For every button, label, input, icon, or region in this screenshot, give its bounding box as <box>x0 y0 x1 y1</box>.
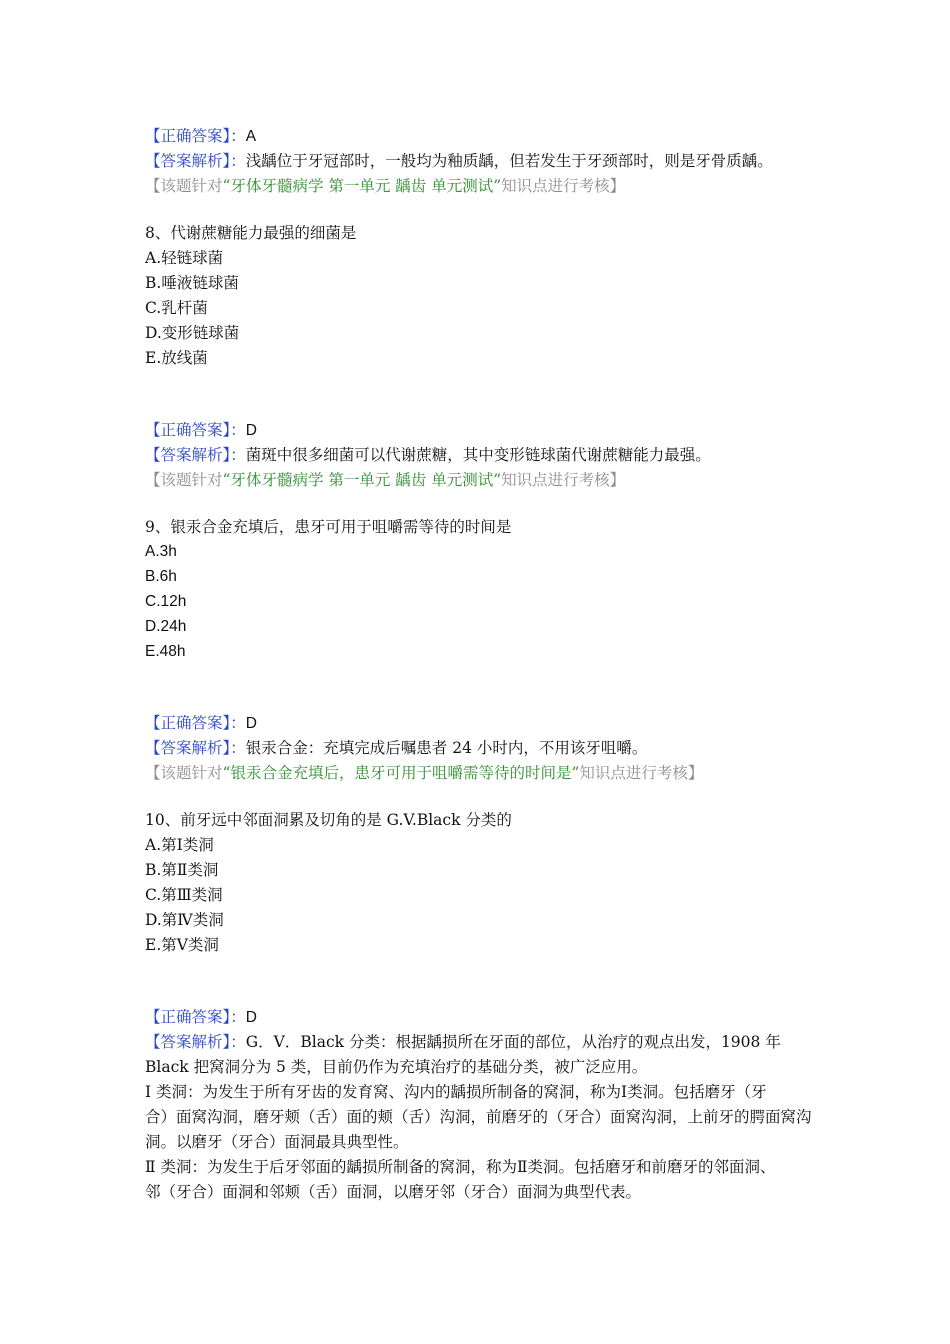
question-9: 9、银汞合金充填后，患牙可用于咀嚼需等待的时间是 <box>145 518 512 536</box>
note-close: 知识点进行考核】 <box>501 471 626 489</box>
colon: ： <box>230 739 246 757</box>
topic-note <box>145 469 625 491</box>
analysis-continued: 洞。以磨牙（牙合）面洞最具典型性。 <box>145 1133 409 1151</box>
note-close: 知识点进行考核】 <box>501 177 626 195</box>
answer-value: D <box>245 1009 257 1026</box>
option-a: A.轻链球菌 <box>145 249 224 267</box>
analysis-label: 【答案解析】 <box>145 739 231 757</box>
option-b: B.唾液链球菌 <box>145 274 239 292</box>
question-10: 10、前牙远中邻面洞累及切角的是 G.V.Black 分类的 <box>145 811 512 829</box>
answer-label: 【正确答案】 <box>145 714 231 732</box>
analysis-line <box>145 444 711 466</box>
analysis-line <box>145 737 647 759</box>
colon: ： <box>230 127 246 145</box>
answer-value: D <box>245 422 257 439</box>
answer-line <box>145 712 257 735</box>
analysis-text: G．V．Black 分类：根据龋损所在牙面的部位，从治疗的观点出发，1908 年 <box>245 1033 781 1051</box>
analysis-continued: Ⅰ 类洞：为发生于所有牙齿的发育窝、沟内的龋损所制备的窝洞，称为Ⅰ类洞。包括磨牙（牙 <box>145 1083 767 1101</box>
answer-value: D <box>245 715 257 732</box>
colon: ： <box>230 446 246 464</box>
analysis-text: 银汞合金：充填完成后嘱患者 24 小时内，不用该牙咀嚼。 <box>245 739 648 757</box>
analysis-label: 【答案解析】 <box>145 446 231 464</box>
option-a: A.3h <box>145 543 177 560</box>
analysis-label: 【答案解析】 <box>145 152 231 170</box>
analysis-line <box>145 150 773 172</box>
option-a: A.第Ⅰ类洞 <box>145 836 214 854</box>
option-b: B.6h <box>145 568 177 585</box>
option-c: C.第Ⅲ类洞 <box>145 886 223 904</box>
colon: ： <box>230 152 246 170</box>
option-e: E.第Ⅴ类洞 <box>145 936 219 954</box>
answer-label: 【正确答案】 <box>145 127 231 145</box>
answer-value: A <box>245 128 257 145</box>
analysis-line <box>145 1031 781 1053</box>
option-c: C.12h <box>145 593 187 610</box>
analysis-continued: 合）面窝沟洞，磨牙颊（舌）面的颊（舌）沟洞，前磨牙的（牙合）面窝沟洞，上前牙的腭面窝沟 <box>145 1108 812 1126</box>
colon: ： <box>230 714 246 732</box>
note-open: 【该题针对 <box>145 764 223 782</box>
analysis-text: 浅龋位于牙冠部时，一般均为釉质龋，但若发生于牙颈部时，则是牙骨质龋。 <box>245 152 773 170</box>
option-c: C.乳杆菌 <box>145 299 208 317</box>
topic-note <box>145 175 625 197</box>
topic-note <box>145 762 703 784</box>
note-close: 知识点进行考核】 <box>579 764 704 782</box>
answer-line <box>145 125 256 148</box>
colon: ： <box>230 421 246 439</box>
option-e: E.48h <box>145 643 186 660</box>
topic-text: “牙体牙髓病学 第一单元 龋齿 单元测试” <box>222 177 502 195</box>
analysis-continued: Black 把窝洞分为 5 类，目前仍作为充填治疗的基础分类，被广泛应用。 <box>145 1058 648 1076</box>
analysis-continued: Ⅱ 类洞：为发生于后牙邻面的龋损所制备的窝洞，称为Ⅱ类洞。包括磨牙和前磨牙的邻面洞、 <box>145 1158 776 1176</box>
answer-line <box>145 1006 257 1029</box>
option-d: D.24h <box>145 618 187 635</box>
answer-label: 【正确答案】 <box>145 421 231 439</box>
topic-text: “银汞合金充填后，患牙可用于咀嚼需等待的时间是” <box>222 764 580 782</box>
note-open: 【该题针对 <box>145 177 223 195</box>
analysis-text: 菌斑中很多细菌可以代谢蔗糖，其中变形链球菌代谢蔗糖能力最强。 <box>245 446 711 464</box>
colon: ： <box>230 1033 246 1051</box>
answer-label: 【正确答案】 <box>145 1008 231 1026</box>
note-open: 【该题针对 <box>145 471 223 489</box>
answer-line <box>145 419 257 442</box>
option-e: E.放线菌 <box>145 349 208 367</box>
colon: ： <box>230 1008 246 1026</box>
topic-text: “牙体牙髓病学 第一单元 龋齿 单元测试” <box>222 471 502 489</box>
analysis-continued: 邻（牙合）面洞和邻颊（舌）面洞，以磨牙邻（牙合）面洞为典型代表。 <box>145 1183 642 1201</box>
option-b: B.第Ⅱ类洞 <box>145 861 219 879</box>
option-d: D.第Ⅳ类洞 <box>145 911 224 929</box>
analysis-label: 【答案解析】 <box>145 1033 231 1051</box>
question-8: 8、代谢蔗糖能力最强的细菌是 <box>145 224 357 242</box>
option-d: D.变形链球菌 <box>145 324 240 342</box>
